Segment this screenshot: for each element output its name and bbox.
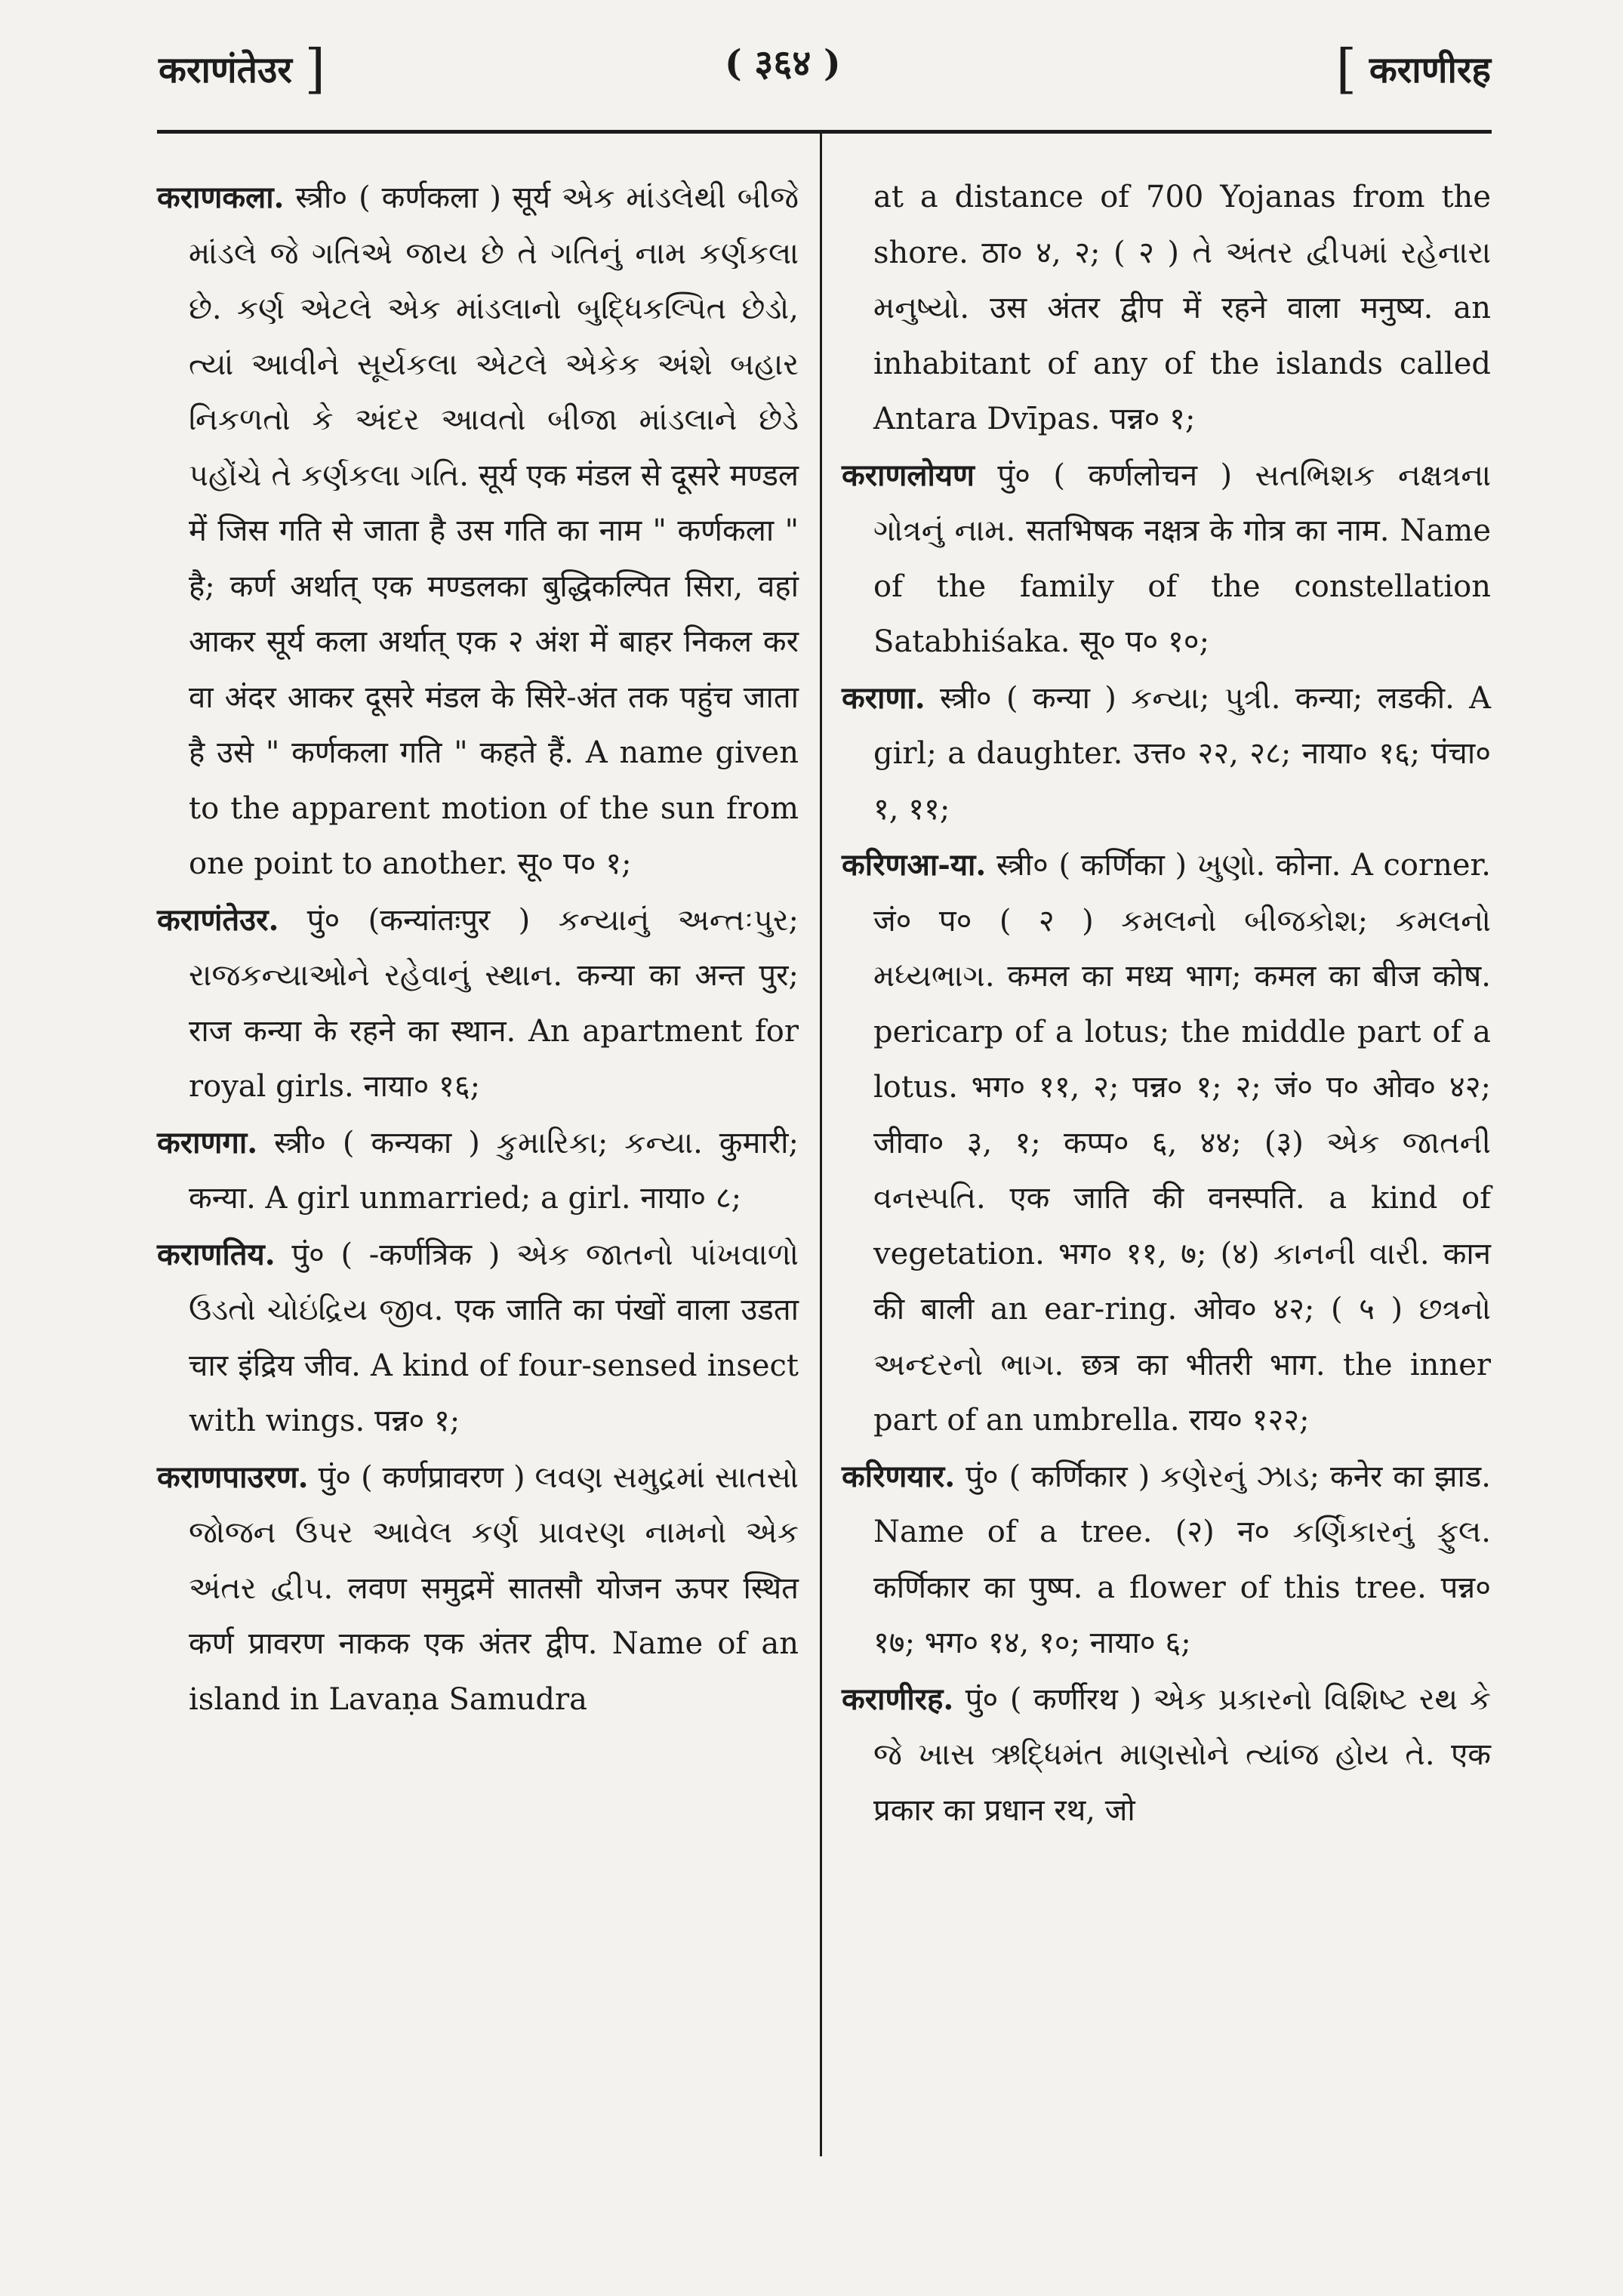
- dictionary-entry: [842, 670, 1491, 838]
- entry-body: पुं० ( कर्णलोचन ) સતભિશક નક્ષત્રના ગોત્રનું નામ. सतभिषक नक्षत्र के गोत्र का नाम. Name of the family of the constellation Satabhiśaka. सू० प० १०;: [873, 458, 1491, 659]
- entry-body: पुं० (कन्यांतःपुर ) કન્યાનું અન્તઃપુર; રાજકન્યાઓને રહેવાનું સ્થાન. कन्या का अन्त पुर; राज कन्या के रहने का स्थान. An apartment for royal girls. नाया० १६;: [189, 902, 799, 1104]
- running-head-left-word: कराणंतेउर: [159, 49, 292, 91]
- entry-headword: कराणकला.: [157, 180, 285, 215]
- entry-headword: कराणपाउरण.: [157, 1459, 309, 1495]
- entry-body: पुं० ( -कर्णत्रिक ) એક જાતનો પાંખવાળો ઉડતો ચોઇંદ્રિય જીવ. एक जाति का पंखों वाला उडता चार इंद्रिय जीव. A kind of four-sensed insect with wings. पन्न० १;: [189, 1237, 799, 1438]
- entry-body: स्त्री० ( कन्या ) કન્યા; પુત્રી. कन्या; लडकी. A girl; a daughter. उत्त० २२, २८; नाया० १६; पंचा० १, ११;: [873, 680, 1491, 827]
- dictionary-entry: [157, 1227, 799, 1450]
- entry-headword: कराणतिय.: [157, 1236, 276, 1272]
- entry-body: स्त्री० ( कन्यका ) કુમારિકા; કન્યા. कुमारी; कन्या. A girl unmarried; a girl. नाया० ८;: [189, 1125, 799, 1216]
- entry-headword: कराणलोयण: [842, 457, 975, 493]
- entry-body: पुं० ( कर्णीरथ ) એક પ્રકારનો વિશિષ્ટ રથ કે જે ખાસ ઋદ્ધિમંત માણસોને ત્યાંજ હોય તે. एक प्रकार का प्रधान रथ, जो: [873, 1681, 1492, 1828]
- left-column: [157, 170, 799, 1727]
- entry-headword: करिणआ-या.: [842, 847, 987, 883]
- dictionary-entry: [842, 1672, 1491, 1839]
- dictionary-entry: [842, 837, 1491, 1449]
- dictionary-entry: [157, 1450, 799, 1728]
- dictionary-entry: [842, 448, 1491, 670]
- dictionary-entry: [157, 892, 799, 1115]
- right-column: [842, 170, 1491, 1838]
- entry-headword: कराणीरह.: [842, 1681, 954, 1717]
- closing-bracket: ]: [304, 38, 325, 100]
- entry-body: पुं० ( कर्णिकार ) કણેરનું ઝાડ; कनेर का झाड. Name of a tree. (२) न० કર્ણિકારનું ફુલ. कर्णिकार का पुष्प. a flower of this tree. पन्न० १७; भग० १४, १०; नाया० ६;: [873, 1459, 1491, 1660]
- entry-headword: कराणगा.: [157, 1124, 258, 1160]
- entry-headword: करिणयार.: [842, 1458, 956, 1494]
- entry-body: पुं० ( कर्णप्रावरण ) લવણ સમુદ્રમાં સાતસો જોજન ઉપર આવેલ કર્ણ પ્રાવરણ નામનો એક અંતર દ્વીપ. लवण समुद्रमें सातसौ योजन ऊपर स्थित कर्ण प्रावरण नाकक एक अंतर द्वीप. Name of an island in Lavaṇa Samudra: [189, 1459, 799, 1717]
- dictionary-entry: [157, 1115, 799, 1227]
- dictionary-entry-continued: [842, 170, 1491, 448]
- dictionary-entry: [157, 170, 799, 892]
- running-head-left: [159, 38, 325, 100]
- entry-body: at a distance of 700 Yojanas from the shore. ठा० ४, २; ( २ ) તે અંતર દ્વીપમાં રહેનારા મનુષ્યો. उस अंतर द्वीप में रहने वाला मनुष्य. an inhabitant of any of the islands called Antara Dvīpas. पन्न० १;: [873, 180, 1491, 436]
- entry-headword: कराणंतेउर.: [157, 901, 279, 938]
- running-head-right: [1336, 38, 1491, 100]
- entry-body: स्त्री० ( कर्णकला ) सूर्य એક માંડલેથી બીજે માંડલે જે ગતિએ જાય છે તે ગતિનું નામ કર્ણકલા છે. કર્ણ એટલે એક માંડલાનો બુદ્ધિકલ્પિત છેડો, ત્યાં આવીને સૂર્યકલા એટલે એકેક અંશે બહાર નિકળતો કે અંદર આવતો બીજા માંડલાને છેડે પહોંચે તે કર્ણકલા ગતિ. सूर्य एक मंडल से दूसरे मण्डल में जिस गति से जाता है उस गति का नाम " कर्णकला " है; कर्ण अर्थात् एक मण्डलका बुद्धिकल्पित सिरा, वहां आकर सूर्य कला अर्थात् एक २ अंश में बाहर निकल कर वा अंदर आकर दूसरे मंडल के सिरे-अंत तक पहुंच जाता है उसे " कर्णकला गति " कहते हैं. A name given to the apparent motion of the sun from one point to another. सू० प० १;: [189, 180, 799, 881]
- opening-bracket: [: [1335, 38, 1357, 100]
- page-number: ( ३६४ ): [725, 42, 841, 85]
- running-head-right-word: कराणीरह: [1369, 49, 1491, 91]
- entry-headword: कराणा.: [842, 680, 925, 716]
- entry-body: स्त्री० ( कर्णिका ) ખુણો. कोना. A corner. जं० प० ( २ ) કમલનો બીજકોશ; કમલનો મધ્યભાગ. कमल का मध्य भाग; कमल का बीज कोष. pericarp of a lotus; the middle part of a lotus. भग० ११, २; पन्न० १; २; जं० प० ओव० ४२; जीवा० ३, १; कप्प० ६, ४४; (३) એક જાતની વનસ્પતિ. एक जाति की वनस्पति. a kind of vegetation. भग० ११, ७; (४) કાનની વારી. कान की बाली an ear-ring. ओव० ४२; ( ५ ) છત્રનો અન્દરનો ભાગ. छत्र का भीतरी भाग. the inner part of an umbrella. राय० १२२;: [873, 848, 1491, 1438]
- column-divider: [820, 133, 822, 2156]
- header-rule: [157, 130, 1492, 134]
- dictionary-entry: [842, 1449, 1491, 1672]
